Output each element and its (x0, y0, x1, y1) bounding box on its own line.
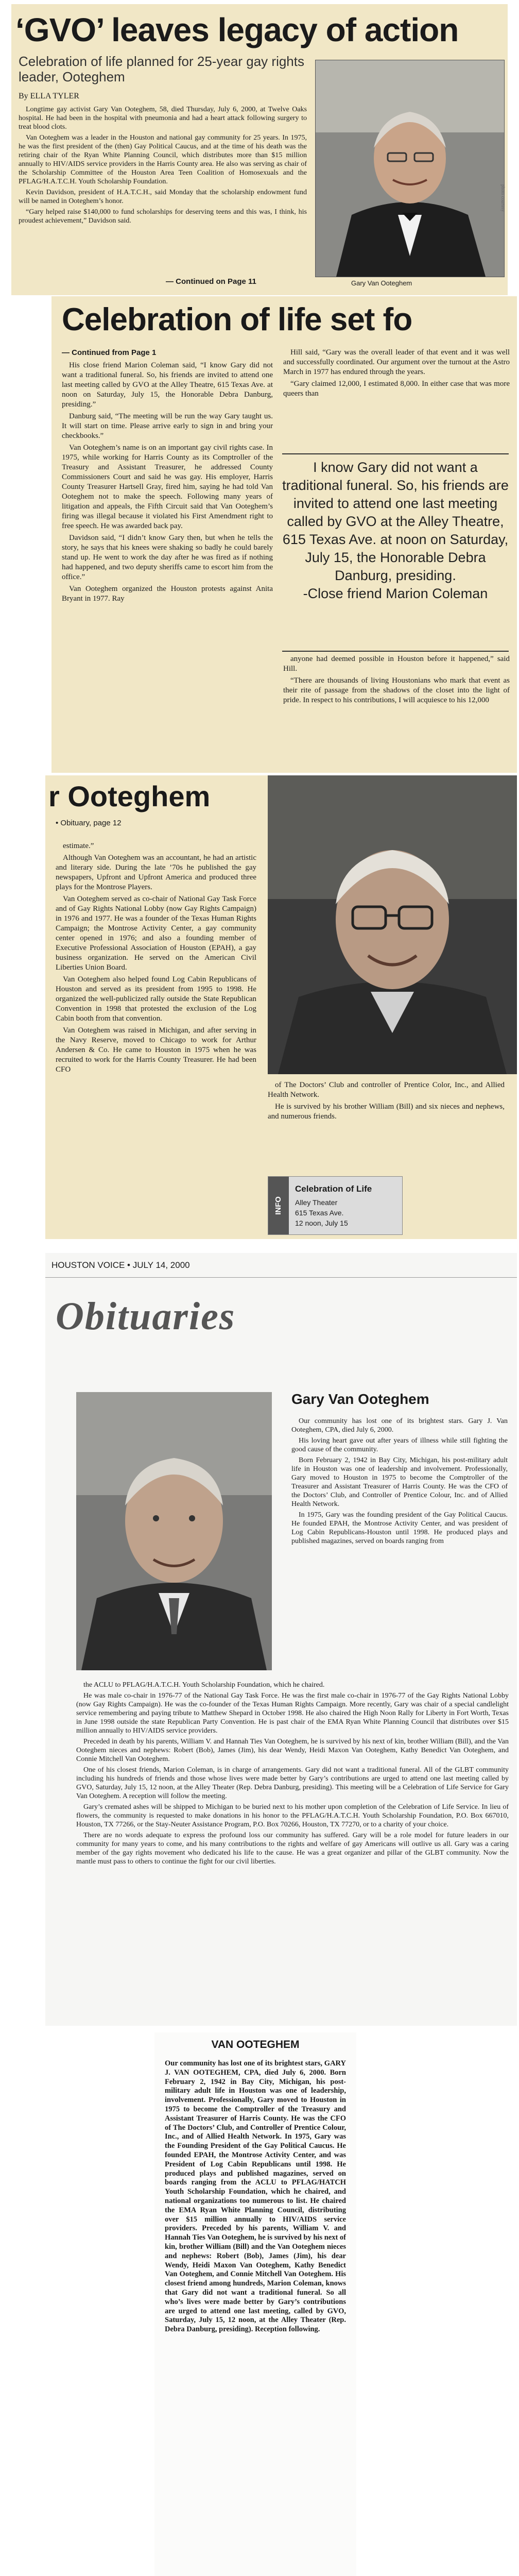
paragraph: He was male co-chair in 1976-77 of the National Gay Task Force. He was the first male co-chair in 1976-77 of the Gay Rights National Lobby (now Gay Rights Campaign). He was the co-founder of the Texas Human Rights Campaign. More recently, Gary was chair of a special candlelight service remembering and paying tribute to Matthew Shepard in October 1998. He also chaired the High Noon Rally for Liberty in Fort Worth, Texas in June 1998 outside the state Republican Party Convention. He is past chair of the EMA Ryan White Planning Council that distributes over $15 million annually to HIV/AIDS service providers. (76, 1692, 509, 1735)
pull-quote (282, 459, 509, 603)
paragraph: Born February 2, 1942 in Bay City, Michigan, his post-military adult life in Houston was one of leadership and involvement. Professionally, Gary moved to Houston in 1975 to become the Comptroller of the Treasurer and Assistant Treasurer of Harris County. He was the CFO of the Doctors’ Club, and Controller of Prentice Colour, Inc. and of Allied Health Network. (291, 1456, 508, 1508)
clipping-celebration-of-life (51, 296, 517, 773)
continued-note: — Continued on Page 11 (166, 277, 256, 286)
paragraph: Van Ooteghem organized the Houston protests against Anita Bryant in 1977. Ray (62, 585, 273, 603)
paragraph: Preceded in death by his parents, William V. and Hannah Ties Van Ooteghem, he is survived by his next of kin, brother William (Bill), and the Van Ooteghem nieces and nephews: Robert (Bob), James (Jim), his dear Wendy, Heidi Maxon Van Ooteghem, Kathy Benedict Van Ooteghem, and Connie Mitchell Van Ooteghem. (76, 1738, 509, 1763)
paragraph: Van Ooteghem was raised in Michigan, and after serving in the Navy Reserve, moved to Chicago to work for Arthur Andersen & Co. He came to Houston in 1975 when he was recruited to work for the Harris County Treasurer. He had been CFO (56, 1026, 256, 1074)
byline: By ELLA TYLER (19, 92, 79, 100)
info-line: 12 noon, July 15 (295, 1219, 348, 1227)
clipping-gvo-legacy (11, 4, 508, 295)
section-title: Obituaries (56, 1295, 236, 1338)
paragraph: Our community has lost one of its brightest stars. Gary J. Van Ooteghem, CPA, died July 6, 2000. (291, 1417, 508, 1434)
paragraph: estimate.” (63, 842, 94, 850)
folio-line: • Obituary, page 12 (56, 819, 122, 827)
paragraph: Van Ooteghem’s name is on an important gay civil rights case. In 1975, while working for Harris County as its Comptroller of the Treasury and Assistant Treasurer, he addressed County Commissioners Court and said he was gay. His employer, Harris County Treasurer Hartsell Gray, fired him, saying he had told Van Ooteghem not to make the speech. Following many years of litigation and appeals, the Fifth Circuit said that Van Ooteghem’s firing was illegal because it violated his First Amendment right to free speech. He was awarded back pay. (62, 444, 273, 530)
column-right (291, 1417, 508, 1548)
column-left (56, 841, 256, 1077)
pull-quote-rule (282, 453, 509, 454)
paragraph: Hill said, “Gary was the overall leader of that event and it was well and successfully coordinated. Our argument over the turnout at the Astro March in 1977 has endured through the years. (283, 348, 510, 376)
headline: Celebration of life set fo (62, 302, 412, 337)
portrait-glasses-image (268, 775, 517, 1074)
info-line: Alley Theater (295, 1198, 338, 1207)
paragraph: In 1975, Gary was the founding president of the Gay Political Caucus. He founded EPAH, the Montrose Activity Center, and was president of Log Cabin Republicans-Houston until 1998. He produced plays and published magazines, served on boards ranging from (291, 1511, 508, 1545)
paragraph: Davidson said, “I didn’t know Gary then, but when he tells the story, he says that his knees were shaking so badly he could barely stand up. He went to work the day after he was fired as if nothing had happened, and two deputy sheriffs came to escort him from the office.” (62, 534, 273, 581)
info-title: Celebration of Life (295, 1184, 372, 1194)
paragraph: There are no words adequate to express the profound loss our community has suffered. Gary will be a role model for future leaders in our community for many years to come, and his many contributions to the rights and welfare of gay Americans will outlive us all. Gary was a caring member of the gay rights movement who dedicated his life to the cause. He was a great organizer and pillar of the GLBT community. Now the mantle must pass to others to continue the fight for our civil liberties. (76, 1832, 509, 1866)
column-full-width (76, 1681, 509, 1868)
headline: r Ooteghem (48, 780, 211, 812)
paragraph: “Gary helped raise $140,000 to fund scholarships for deserving teens and this was, I think, his proudest achievement,” Davidson said. (19, 208, 307, 225)
article-body (19, 105, 307, 227)
notice-title: VAN OOTEGHEM (211, 2039, 300, 2050)
pull-quote-attribution: -Close friend Marion Coleman (303, 586, 488, 601)
paragraph: Kevin Davidson, president of H.A.T.C.H., said Monday that the scholarship endowment fund will be named in Ooteghem’s honor. (19, 189, 307, 205)
clipping-death-notice (154, 2032, 356, 2576)
photo-credit: photo courtesy (500, 184, 506, 212)
paragraph: One of his closest friends, Marion Coleman, is in charge of arrangements. Gary did not want a traditional funeral. All of the GLBT community including his hundreds of friends and those whose lives were made better by Gary’s contributions are urged to attend one last meeting called by GVO, Saturday, July 15, 12 noon, at the Alley Theater (Rep. Debra Danburg, presiding). This meeting will be a Celebration of Life Service for Gary Van Ooteghem. A reception will follow the meeting. (76, 1766, 509, 1800)
info-line: 615 Texas Ave. (295, 1209, 344, 1217)
notice-body: Our community has lost one of its brightest stars, GARY J. VAN OOTEGHEM, CPA, died July 6, 2000. Born February 2, 1942 in Bay City, Michigan, his post-military adult life in Houston was one of leadership, involvement. Professionally, Gary moved to Houston in 1975 to become the Comptroller of the Treasury and Assistant Treasurer of Harris County. He was the CFO of The Doctors’ Club, and Controller of Prentice Colour, Inc., and of Allied Health Network. In 1975, Gary was the Founding President of the Gay Political Caucus. He founded EPAH, the Montrose Activity Center, and was President of Log Cabin Republicans until 1998. He produced plays and published magazines, served on boards ranging from the ACLU to PFLAG/HATCH Youth Scholarship Foundation, which he chaired, and national organizations too numerous to list. He chaired the EMA Ryan White Planning Council, distributing over $15 million annually to HIV/AIDS service providers. Preceded by his parents, William V. and Hannah Ties Van Ooteghem, he is survived by his next of kin, brother William (Bill) and the Van Ooteghem nieces and nephews: Robert (Bob), James (Jim), his dear Wendy, Heidi Maxon Van Ooteghem, Kathy Benedict Van Ooteghem, and Connie Mitchell Van Ooteghem. His closest friend among hundreds, Marion Coleman, knows that Gary did not want a traditional funeral. So all who’s lives were made better by Gary’s contributions are urged to attend one last meeting, called by GVO, Saturday, July 15, 12 noon, at the Alley Theater (Rep. Debra Danburg, presiding). Reception following. (165, 2059, 346, 2334)
paragraph: “There are thousands of living Houstonians who mark that event as their rite of passage from the shadows of the closet into the light of pride. In respect to his contributions, I will acquiesce to his 12,000 (283, 676, 510, 704)
paragraph: He is survived by his brother William (Bill) and six nieces and nephews, and numerous friends. (268, 1103, 505, 1121)
paragraph: Van Ooteghem served as co-chair of National Gay Task Force and of Gay Rights National Lobby (now Gay Rights Campaign) in 1976 and 1977. He was a founder of the Texas Human Rights Campaign; the Montrose Activity Center, a gay community center opened in 1976; and also a founding member of Executive Professional Association of Houston (EPAH), a gay business organization. He served on the American Civil Liberties Union Board. (56, 895, 256, 972)
paragraph: Danburg said, “The meeting will be run the way Gary taught us. It will start on time. Please arrive early to sign in and bring your checkbooks.” (62, 412, 273, 440)
masthead: HOUSTON VOICE • JULY 14, 2000 (45, 1253, 517, 1278)
portrait-photo (268, 775, 517, 1074)
clipping-houston-voice-obituaries (45, 1253, 517, 2026)
column-right-bottom (283, 654, 510, 707)
obituary-name: Gary Van Ooteghem (291, 1391, 429, 1407)
paragraph: Van Ooteghem also helped found Log Cabin Republicans of Houston and served as its president from 1995 to 1998. He organized the well-publicized rally outside the State Republican Convention in 1998 that protested the exclusion of the Log Cabin booth from that convention. (56, 975, 256, 1023)
paragraph: anyone had deemed possible in Houston before it happened,” said Hill. (283, 655, 510, 673)
headline: ‘GVO’ leaves legacy of action (15, 11, 459, 48)
column-right (268, 1080, 505, 1124)
paragraph: His loving heart gave out after years of illness while still fighting the good cause of the community. (291, 1437, 508, 1453)
clipping-ooteghem-obituary (45, 775, 517, 1239)
pull-quote-text: I know Gary did not want a traditional funeral. So, his friends are invited to attend one last meeting called by GVO at the Alley Theatre, 615 Texas Ave. at noon on Saturday, July 15, the Honorable Debra Danburg, presiding. (282, 460, 509, 583)
portrait-tuxedo-image (316, 60, 504, 277)
portrait-photo (315, 60, 505, 277)
portrait-photo (76, 1392, 272, 1670)
column-left (62, 348, 273, 606)
continued-from-note: — Continued from Page 1 (62, 348, 157, 357)
info-box (268, 1176, 403, 1235)
paragraph: Gary’s cremated ashes will be shipped to Michigan to be buried next to his mother upon completion of the Celebration of Life Service. In lieu of flowers, the community is requested to make donations in his honor to the PFLAG/H.A.T.C.H. Youth Scholarship Foundation, P.O. Box 667010, Houston, TX 77266, or the Stay-Neuter Assistance Program, P.O. Box 70266, Houston, TX 77270, or to a charity of your choice. (76, 1803, 509, 1828)
paragraph: Van Ooteghem was a leader in the Houston and national gay community for 25 years. In 1975, he was the first president of the (then) Gay Political Caucus, and at the time of his death was the retiring chair of the Ryan White Planning Council, which distributes more than $15 million annually to HIV/AIDS service providers in the Harris County area. He also was serving as chair of the Scholarship Committee of the Houston Area Teen Coalition of Homosexuals and the PFLAG/H.A.T.C.H. Youth Scholarship Foundation. (19, 134, 307, 185)
paragraph: the ACLU to PFLAG/H.A.T.C.H. Youth Scholarship Foundation, which he chaired. (83, 1681, 325, 1689)
paragraph: His close friend Marion Coleman said, “I know Gary did not want a traditional funeral. So, his friends are invited to attend one last meeting called by GVO at the Alley Theatre, 615 Texas Ave. at noon on Saturday, July 15, the Honorable Debra Danburg, presiding.” (62, 361, 273, 409)
column-right-top (283, 348, 510, 401)
portrait-suit-image (76, 1392, 272, 1670)
paragraph: Longtime gay activist Gary Van Ooteghem, 58, died Thursday, July 6, 2000, at Twelve Oaks hospital. He had been in the hospital with pneumonia and had a heart attack following surgery to treat blood clots. (19, 106, 307, 131)
paragraph: “Gary claimed 12,000, I estimated 8,000. In either case that was more queers than (283, 380, 510, 398)
info-tag: INFO (268, 1177, 289, 1234)
subheadline: Celebration of life planned for 25-year gay rights leader, Ooteghem (19, 54, 304, 84)
paragraph: of The Doctors’ Club and controller of Prentice Color, Inc., and Allied Health Network. (268, 1081, 505, 1099)
pull-quote-rule (282, 651, 509, 652)
photo-caption: Gary Van Ooteghem (351, 279, 412, 287)
paragraph: Although Van Ooteghem was an accountant, he had an artistic and literary side. During the late ’70s he published the gay newspapers, Upfront and Upfront America and produced three plays for the Montrose Players. (56, 854, 256, 891)
